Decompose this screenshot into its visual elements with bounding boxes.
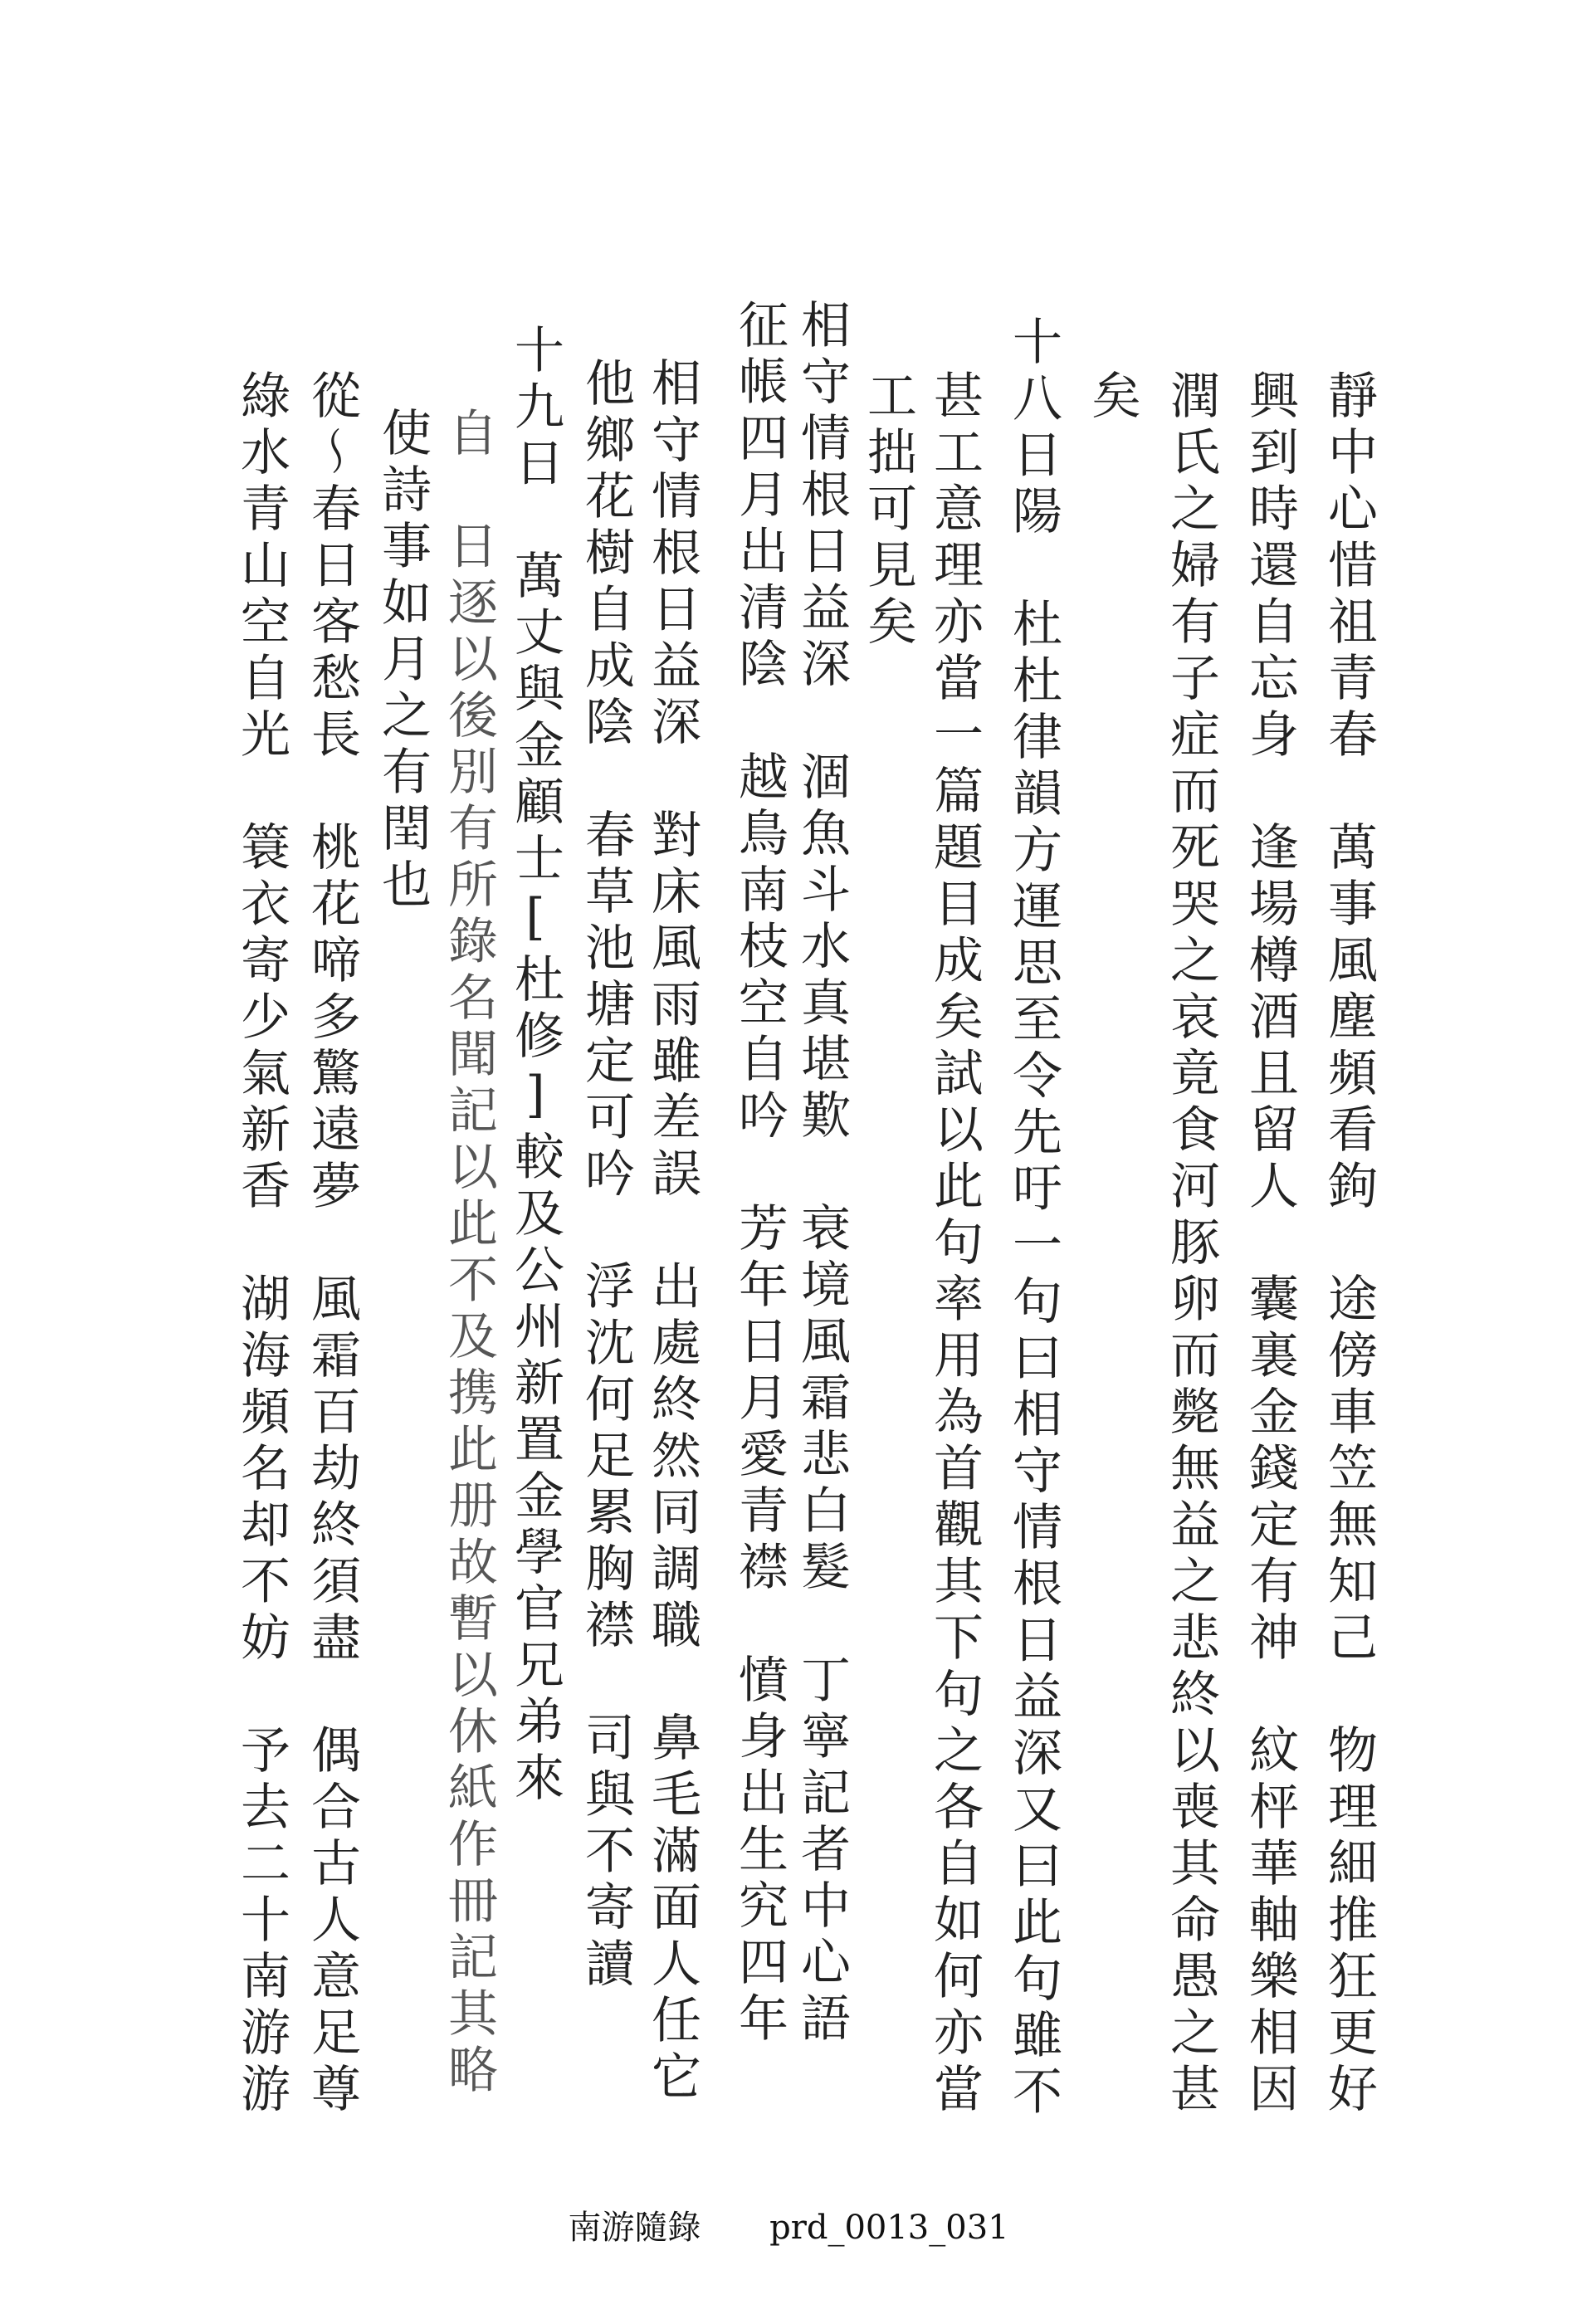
page-caption	[0, 2201, 1577, 2248]
text-column: 興到時還自忘身 逢場樽酒且留人 囊裏金錢定有神 紋枰華軸樂相因	[1241, 369, 1299, 2119]
text-column: 自 日逐以後別有所錄名聞記以此不及携此册故暫以休紙作冊記其略	[440, 407, 498, 2100]
text-column: 矣	[1083, 369, 1141, 426]
page-code: prd_0013_031	[769, 2209, 1009, 2247]
text-column: 從～春日客愁長 桃花啼多驚遠夢 風霜百劫終須盡 偶合古人意足尊	[303, 369, 361, 2119]
text-column: 他鄉花樹自成陰 春草池塘定可吟 浮沈何足累胸襟 司與不寄讀	[577, 357, 635, 1994]
text-column: 甚工意理亦當一篇題目成矣試以此句率用為首觀其下句之各自如何亦當	[925, 369, 984, 2119]
text-column: 綠水青山空自光 簑衣寄少氣新香 湖海頻名却不妨 予去二十南游游	[232, 369, 290, 2119]
text-column: 征帳四月出清陰 越鳥南枝空自吟 芳年日月愛青襟 憤身出生究四年	[730, 299, 788, 2048]
text-column: 使詩事如月之有閏也	[374, 407, 432, 915]
text-column: 相守情根日益深 對床風雨雖差誤 出處終然同調職 鼻毛滿面人任它	[643, 357, 701, 2107]
text-column: 十九日 萬丈與金顧士[杜修]較及公州新置金學官兄弟來	[506, 324, 564, 1808]
text-column: 工拙可見矣	[859, 369, 917, 652]
text-column: 靜中心惜祖青春 萬事風塵頻看鉤 途傍車笠無知己 物理細推狂更好	[1320, 369, 1378, 2119]
text-column: 十八日陽 杜杜律韻方運思至令先吁一句曰相守情根日益深又曰此句雖不	[1004, 315, 1062, 2121]
text-column: 潤氏之婦有子症而死哭之哀竟食河豚卵而斃無益之悲終以喪其命愚之甚	[1162, 369, 1220, 2119]
text-column: 相守情根日益深 涸魚斗水真堪歎 衰境風霜悲白髮 丁寧記者中心語	[793, 299, 851, 2048]
book-title: 南游隨錄	[568, 2209, 701, 2247]
